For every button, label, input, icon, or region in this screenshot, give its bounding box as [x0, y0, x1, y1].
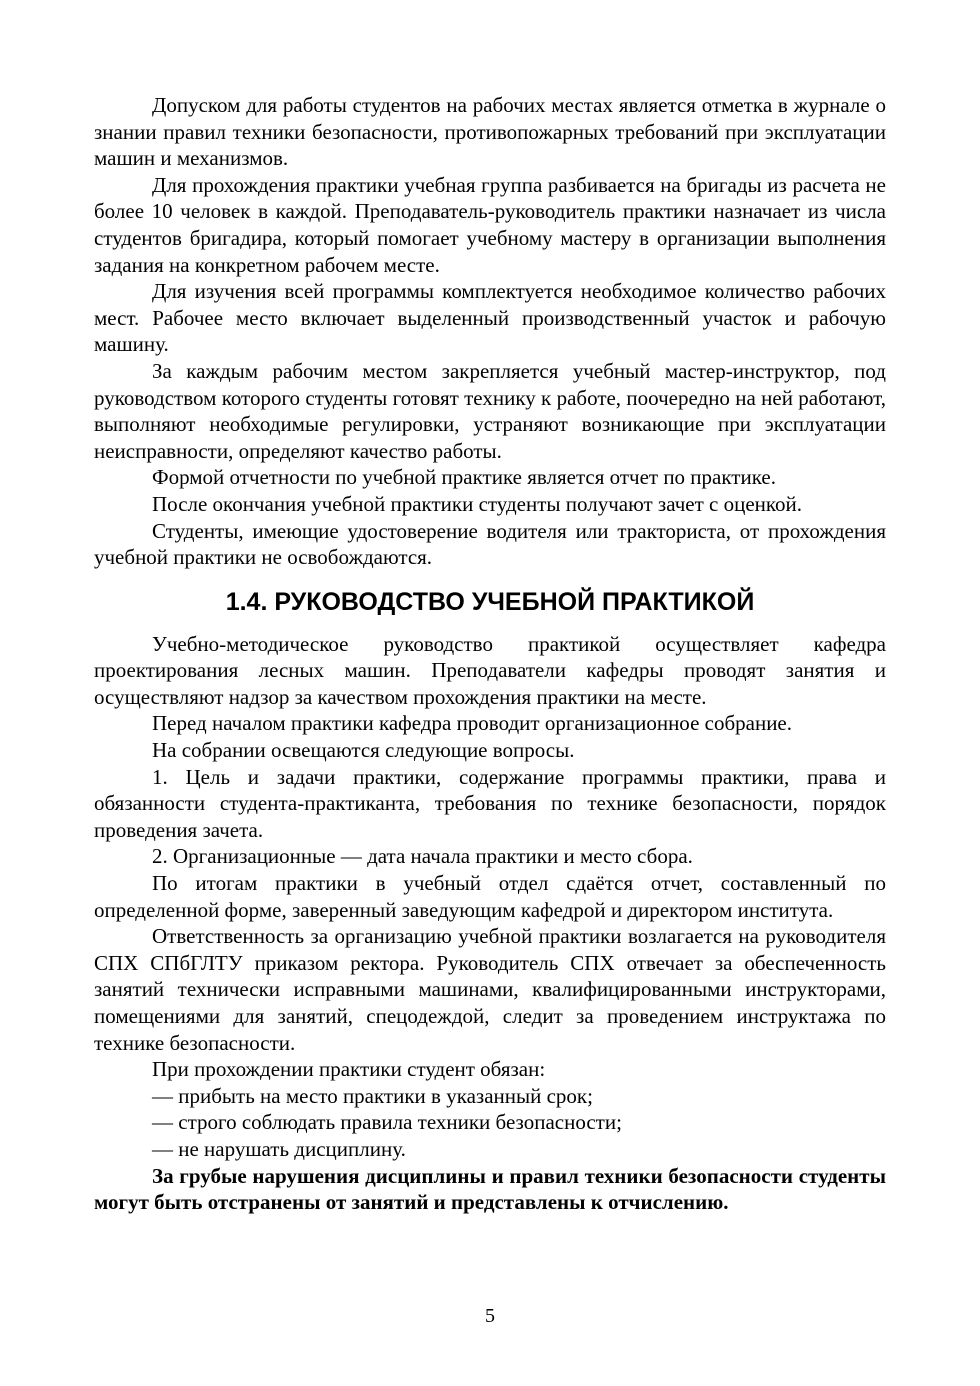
paragraph-admission: Допуском для работы студентов на рабочих местах является отметка в журнале о знании правил техники безопасности, противопожарных требований при эксплуатации машин и механизмов. [94, 93, 886, 171]
paragraph-drivers: Студенты, имеющие удостоверение водителя или тракториста, от прохождения учебной практики не освобождаются. [94, 518, 886, 570]
list-item-arrive: — прибыть на место практики в указанный срок; [152, 1083, 593, 1108]
list-item-discipline: — не нарушать дисциплину. [152, 1136, 406, 1161]
paragraph-report: По итогам практики в учебный отдел сдаётся отчет, составленный по определенной форме, заверенный заведующим кафедрой и директором института. [94, 871, 886, 922]
paragraph-department: Учебно-методическое руководство практикой осуществляет кафедра проектирования лесных машин. Преподаватели кафедры проводят занятия и осуществляют надзор за качеством прохождения практики на месте. [94, 631, 886, 709]
page-number: 5 [485, 1305, 495, 1327]
paragraph-instructor: За каждым рабочим местом закрепляется учебный мастер-инструктор, под руководством которого студенты готовят технику к работе, поочередно на ней работают, выполняют необходимые регулировки, устраняют возникающие при эксплуатации неисправности, определяют качество работы. [94, 358, 886, 463]
paragraph-brigades: Для прохождения практики учебная группа разбивается на бригады из расчета не более 10 человек в каждой. Преподаватель-руководитель практики назначает из числа студентов бригадира, который помогает учебному мастеру в организации выполнения задания на конкретном рабочем месте. [94, 172, 886, 277]
section-heading: 1.4. РУКОВОДСТВО УЧЕБНОЙ ПРАКТИКОЙ [225, 587, 755, 616]
paragraph-obligations: При прохождении практики студент обязан: [152, 1057, 546, 1082]
paragraph-warning: За грубые нарушения дисциплины и правил техники безопасности студенты могут быть отстранены от занятий и представлены к отчислению. [94, 1163, 886, 1215]
paragraph-workplaces: Для изучения всей программы комплектуется необходимое количество рабочих мест. Рабочее место включает выделенный производственный участок и рабочую машину. [94, 279, 886, 357]
paragraph-credit: После окончания учебной практики студенты получают зачет с оценкой. [152, 491, 803, 516]
document-page [94, 92, 886, 1216]
list-item-organizational: 2. Организационные — дата начала практики и место сбора. [152, 844, 693, 869]
paragraph-meeting: Перед началом практики кафедра проводит организационное собрание. [152, 711, 793, 736]
paragraph-questions: На собрании освещаются следующие вопросы. [152, 738, 575, 763]
paragraph-responsibility: Ответственность за организацию учебной практики возлагается на руководителя СПХ СПбГЛТУ приказом ректора. Руководитель СПХ отвечает за обеспеченность занятий технически исправными машинами, квалифицированными инструкторами, помещениями для занятий, спецодеждой, следит за проведением инструктажа по технике безопасности. [94, 924, 886, 1055]
list-item-safety: — строго соблюдать правила техники безопасности; [152, 1110, 622, 1135]
list-item-goals: 1. Цель и задачи практики, содержание программы практики, права и обязанности студента-практиканта, требования по технике безопасности, порядок проведения зачета. [94, 764, 886, 842]
paragraph-report-form: Формой отчетности по учебной практике является отчет по практике. [152, 465, 776, 490]
